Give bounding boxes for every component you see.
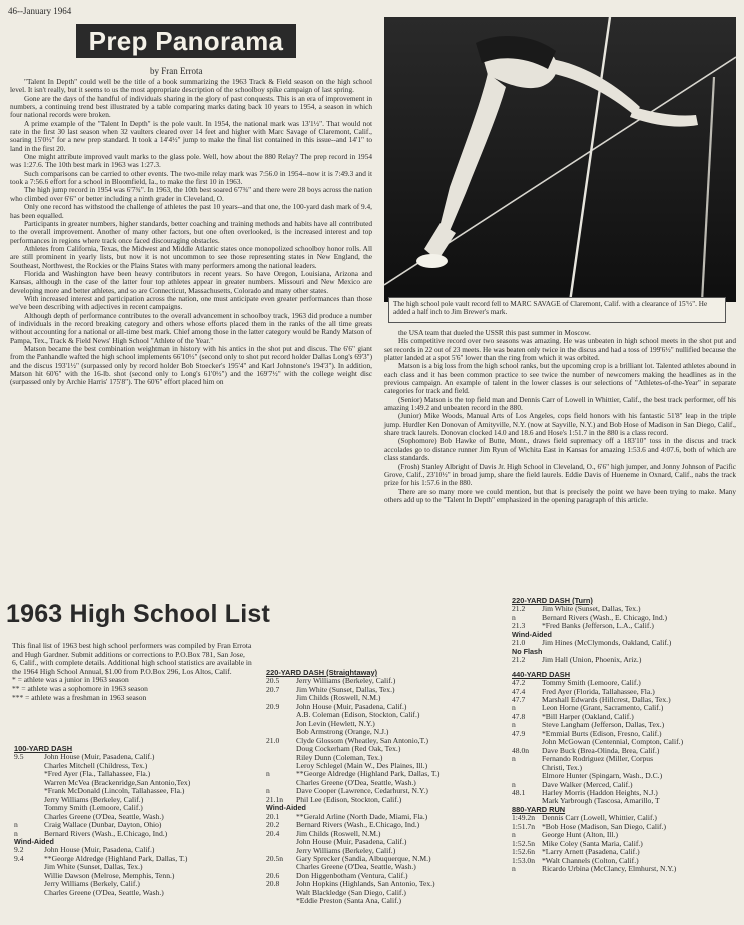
entry-athlete: Harley Morris (Haddon Heights, N.J.)	[542, 787, 658, 797]
entry-athlete: *Frank McDonald (Lincoln, Tallahassee, Fla.)	[44, 786, 185, 796]
entry-athlete: Dave Walker (Merced, Calif.)	[542, 779, 633, 789]
entry-athlete: Charles Greene (O'Dea, Seattle, Wash.)	[44, 887, 164, 897]
article-paragraph: A prime example of the "Talent In Depth" is the pole vault. In 1954, the national mark was 13'1½". That would not rate in the first 30 last season when 32 vaulters cleared over 14 feet and higher with Marc Savage of Claremont, Calif., soaring 15'0½" for a new prep standard. It took a 14'4½" jump to make the final list contained in this issue--and 14'1" to land in the first 20.	[10, 118, 372, 153]
entry-athlete: *Walt Channels (Colton, Calif.)	[542, 855, 639, 865]
event-heading: 220-YARD DASH (Straightaway)	[266, 668, 378, 677]
article-paragraph: Athletes from California, Texas, the Midwest and Middle Atlantic states once monopolized schoolboy honor rolls. All are still prominent in yearly lists, but now it is not uncommon to see those representing states in New England, the Southeast, Northwest, the Rockies or the Plains States with many performers among the national leaders.	[10, 243, 372, 270]
entry-mark: 9.5	[14, 752, 24, 762]
entry-athlete: Riley Dunn (Coleman, Tex.)	[296, 752, 383, 762]
entry-athlete: Jim Hall (Union, Phoenix, Ariz.)	[542, 655, 642, 665]
article-paragraph: the USA team that dueled the USSR this past summer in Moscow.	[398, 328, 591, 337]
entry-mark	[14, 796, 44, 804]
entry-athlete: John House (Muir, Pasadena, Calif.)	[296, 837, 407, 847]
article-paragraph: Such comparisons can be carried to other events. The two-mile relay mark was 7:56.0 in 1954--now it is 7:49.3 and it took a 7:56.6 effort for a school in Bloomfield, Ia., to make the first 10 in 1963.	[10, 168, 372, 187]
entry-mark	[14, 813, 44, 821]
entry-athlete: Jim Hines (McClymonds, Oakland, Calif.)	[542, 638, 672, 648]
entry-athlete: Don Higgenbotham (Ventura, Calif.)	[296, 870, 408, 880]
entry-mark: 20.8	[266, 879, 280, 889]
entry-athlete: Charles Mitchell (Childress, Tex.)	[44, 760, 148, 770]
article-title: Prep Panorama	[76, 24, 296, 58]
entry-mark: n	[14, 820, 18, 830]
entry-athlete: Tommy Smith (Lemoore, Calif.)	[44, 803, 143, 813]
entry-mark: 21.3	[512, 621, 526, 631]
list-intro	[12, 642, 252, 702]
entry-athlete: Dave Cooper (Lawrence, Cedarhurst, N.Y.)	[296, 786, 428, 796]
entry-mark: 48.1	[512, 787, 526, 797]
entry-mark	[266, 762, 296, 770]
entry-athlete: John House (Muir, Pasadena, Calif.)	[44, 845, 155, 855]
entry-mark	[14, 872, 44, 880]
entry-athlete: John House (Muir, Pasadena, Calif.)	[296, 701, 407, 711]
entry-athlete: Jim Childs (Roswell, N.M.)	[296, 693, 381, 703]
entry-athlete: John Hopkins (Highlands, San Antonio, Tex.)	[296, 879, 435, 889]
entry-mark: n	[512, 612, 516, 622]
entry-athlete: Tommy Smith (Lemoore, Calif.)	[542, 678, 641, 688]
entry-mark: 9.4	[14, 853, 24, 863]
entry-athlete: Charles Greene (O'Dea, Seattle, Wash.)	[296, 862, 416, 872]
entry-athlete: Jim White (Sunset, Dallas, Tex.)	[296, 684, 395, 694]
list-entry	[266, 897, 506, 905]
event-heading: 220-YARD DASH (Turn)	[512, 596, 593, 605]
list-entry	[512, 639, 740, 647]
entry-mark: 20.2	[266, 820, 280, 830]
entry-athlete: Bob Armstrong (Orange, N.J.)	[296, 727, 389, 737]
entry-athlete: Willie Dawson (Melrose, Memphis, Tenn.)	[44, 870, 175, 880]
event-heading: 880-YARD RUN	[512, 804, 566, 814]
list-title: 1963 High School List	[6, 600, 270, 628]
entry-mark: n	[266, 769, 270, 779]
entry-mark: 47.8	[512, 711, 526, 721]
list-entry	[512, 865, 740, 873]
entry-mark: 9.2	[14, 845, 24, 855]
article-paragraph: (Sophomore) Bob Hawke of Butte, Mont., draws field supremacy off a 183'10" toss in the discus and track accolades go to distance runner Jim Ryun of Wichita East in Kansas for amazing 1:53.6 and 4:07.6, both of which are class standards.	[384, 436, 736, 463]
entry-mark: n	[512, 703, 516, 713]
entry-athlete: Jim White (Sunset, Dallas, Tex.)	[44, 862, 143, 872]
entry-athlete: Jerry Williams (Berkely, Calif.)	[44, 879, 140, 889]
article-paragraph: One might attribute improved vault marks to the glass pole. Well, how about the 880 Relay? The prep record in 1954 was 1:27.6. The 10th best mark in 1963 was 1:27.3.	[10, 152, 372, 170]
entry-mark: 47.4	[512, 686, 526, 696]
entry-mark: 20.4	[266, 828, 280, 838]
entry-athlete: *Emmial Burts (Edison, Fresno, Calif.)	[542, 728, 662, 738]
entry-athlete: George Hunt (Alton, Ill.)	[542, 830, 618, 840]
entry-mark: 1:53.0n	[512, 855, 535, 865]
entry-athlete: Jon Levin (Hewlett, N.Y.)	[296, 718, 375, 728]
entry-athlete: Phil Lee (Edison, Stockton, Calif.)	[296, 794, 402, 804]
article-paragraph: (Frosh) Stanley Albright of Davis Jr. High School in Cleveland, O., 6'6" high jumper, and Jonny Johnson of Pacific Grove, Calif., 23'10½" in broad jump, share the field laurels. Eddie Davis of Hueneme in Oxnard, Calif., nabs the track prize for his 1:57.6 in the 880.	[384, 461, 736, 488]
article-paragraph: Matson became the best combination weightman in history with his antics in the shot put and discus. The 6'6" giant from the Panhandle wafted the high school implements 66'10½" (second only to shot put record holder Dallas Long's 69'3") and the discus 193'1½" (surpassed only by record holder Bob Stoecker's 195'4" and Karl Johnstone's 194'3"). In addition, Matson hit 60'6" with the 16-lb. shot (second only to Long's 61'0½") and the 169'7½" with the college weight disc (surpassed only by Archie Harris' 175'8"). The 60'6" effort placed him on	[10, 344, 372, 387]
entry-athlete: Mike Coley (Santa Maria, Calif.)	[542, 838, 643, 848]
entry-mark: 20.5n	[266, 853, 284, 863]
event-subheading: Wind-Aided	[512, 629, 552, 639]
list-column-2	[266, 669, 506, 906]
entry-mark: 47.9	[512, 728, 526, 738]
entry-athlete: Bernard Rivers (Wash., E. Chicago, Ind.)	[542, 612, 668, 622]
entry-mark: 48.0n	[512, 745, 530, 755]
entry-mark: 1:52.6n	[512, 847, 535, 857]
entry-athlete: *Fred Banks (Jefferson, L.A., Calif.)	[542, 621, 654, 631]
entry-mark	[14, 880, 44, 888]
article-paragraph: (Junior) Mike Woods, Manual Arts of Los Angeles, cops field honors with his fantastic 51'8" leap in the triple jump. Hurdler Ken Donovan of Amityville, N.Y. (now at Sayville, N.Y.) and Bob Hose of Madison in San Diego, Calif., share track laurels. Donovan clocked 14.0 and 18.6 and Hose's 1:51.7 in the 880 is a class record.	[384, 411, 736, 438]
entry-mark	[266, 838, 296, 846]
event-heading: 100-YARD DASH	[14, 744, 73, 753]
article-paragraph: (Senior) Matson is the top field man and Dennis Carr of Lowell in Whittier, Calif., the best track performer, off his amazing 1:49.2 and unbeaten record in the 880.	[384, 394, 736, 413]
entry-athlete: **George Aldredge (Highland Park, Dallas, T.)	[296, 769, 440, 779]
entry-mark: n	[512, 720, 516, 730]
entry-athlete: Fred Ayer (Florida, Tallahassee, Fla.)	[542, 686, 655, 696]
entry-mark: 20.5	[266, 676, 280, 686]
entry-mark: n	[14, 828, 18, 838]
entry-athlete: Christi, Tex.)	[542, 762, 583, 772]
entry-athlete: Jim White (Sunset, Dallas, Tex.)	[542, 604, 641, 614]
entry-mark	[266, 711, 296, 719]
entry-mark	[266, 779, 296, 787]
intro-text: This final list of 1963 best high school performers was compiled by Fran Errota and Hugh Gardner. Submit additions or corrections to P.O.Box 781, San Jose, 6, Calif., with complete details. Additional high school statistics are available in the 1964 High School Annual, $1.00 from P.O.Box 296, Los Altos, Calif.	[12, 641, 252, 676]
entry-mark	[14, 770, 44, 778]
entry-athlete: Jerry Williams (Berkeley, Calif.)	[296, 845, 396, 855]
list-entry	[512, 656, 740, 664]
entry-athlete: Dennis Carr (Lowell, Whittier, Calif.)	[542, 813, 657, 823]
entry-athlete: **George Aldredge (Highland Park, Dallas, T.)	[44, 853, 188, 863]
event-subheading: Wind-Aided	[266, 803, 306, 813]
article-right-column	[384, 329, 736, 504]
pole-vault-photo	[384, 17, 736, 302]
entry-mark	[14, 787, 44, 795]
article-paragraph: Gone are the days of the handful of individuals sharing in the glory of past conquests. This is an era of improvement in numbers, a continuing trend best illustrated by a table comparing marks dating back 10 years to 1954, a season in which four national records were broken.	[10, 93, 372, 120]
entry-mark: 20.1	[266, 811, 280, 821]
entry-athlete: Steve Langham (Jefferson, Dallas, Tex.)	[542, 720, 665, 730]
entry-mark: 1:49.2n	[512, 813, 535, 823]
entry-athlete: Clyde Glossom (Wheatley, San Antonio,T.)	[296, 735, 429, 745]
list-entry	[14, 889, 254, 897]
entry-mark: 47.7	[512, 694, 526, 704]
article-left-column	[10, 78, 372, 387]
entry-mark	[14, 863, 44, 871]
entry-mark	[266, 720, 296, 728]
event-subheading: Wind-Aided	[14, 836, 54, 846]
entry-mark: n	[512, 864, 516, 874]
entry-mark	[14, 779, 44, 787]
entry-athlete: A.B. Coleman (Edison, Stockton, Calif.)	[296, 710, 420, 720]
article-paragraph: Only one record has withstood the challenge of athletes the past 10 years--and that one, the 100-yard dash mark of 9.4, has been equalled.	[10, 202, 372, 220]
entry-athlete: Gary Sprecker (Sandia, Albuquerque, N.M.)	[296, 853, 431, 863]
entry-athlete: *Bob Hose (Madison, San Diego, Calif.)	[542, 821, 667, 831]
entry-athlete: Leroy Schlegel (Main W., Des Plaines, Ill.)	[296, 760, 428, 770]
entry-athlete: Jerry Williams (Berkeley, Calif.)	[44, 794, 144, 804]
entry-mark: 21.1n	[266, 794, 284, 804]
entry-athlete: Charles Greene (O'Dea, Seattle, Wash.)	[296, 777, 416, 787]
entry-athlete: John McGowan (Centennial, Compton, Calif.)	[542, 737, 684, 747]
article-paragraph: Florida and Washington have been heavy contributors in recent years. So have Oregon, Louisiana, Arizona and Kansas, although in the case of the latter four top athletes appear in greater numbers. Missouri and New Mexico are developing more and better athletes, and so are Connecticut, Massachusetts, Colorado and many other states.	[10, 268, 372, 295]
list-column-1	[14, 745, 254, 897]
legend-freshman: *** = athlete was a freshman in 1963 season	[12, 692, 147, 702]
entry-mark: 20.9	[266, 701, 280, 711]
entry-mark: n	[512, 754, 516, 764]
entry-mark: 1:52.5n	[512, 838, 535, 848]
entry-athlete: Bernard Rivers (Wash., E.Chicago, Ind.)	[296, 820, 420, 830]
entry-athlete: *Eddie Preston (Santa Ana, Calif.)	[296, 896, 402, 906]
article-paragraph: Matson is a big loss from the high school ranks, but the upcoming crop is a brilliant lot. Talented athletes abound in each class and it has been common practice to see twice the number of newcomers making the headlines as in the previous campaign. An example of talent in the lower classes is our selections of "Athletes-of-the-Year" in separate categories for track and field.	[384, 361, 736, 396]
entry-mark: n	[512, 830, 516, 840]
entry-mark	[512, 764, 542, 772]
legend-sophomore: ** = athlete was a sophomore in 1963 season	[12, 683, 148, 693]
entry-mark	[14, 889, 44, 897]
entry-mark: 21.2	[512, 604, 526, 614]
entry-athlete: Warren McVea (Brackenridge,San Antonio,Tex)	[44, 777, 191, 787]
article-paragraph: Participants in greater numbers, higher standards, better coaching and training methods and habits have all contributed to the overall improvement. Another of many other factors, but one often overlooked, is the increased interest and top performances in regions where track once faced discouraging obstacles.	[10, 218, 372, 245]
entry-athlete: Leon Horne (Grant, Sacramento, Calif.)	[542, 703, 664, 713]
photo-caption: The high school pole vault record fell to MARC SAVAGE of Claremont, Calif. with a clearance of 15'½". He added a half inch to Jim Brewer's mark.	[388, 297, 726, 323]
entry-athlete: Walt Blackledge (San Diego, Calif.)	[296, 887, 406, 897]
event-heading: 440-YARD DASH	[512, 669, 571, 679]
entry-athlete: Mark Yarbrough (Tascosa, Amarillo, T	[542, 796, 660, 806]
article-paragraph: With increased interest and participation across the nation, one must anticipate even greater performances than those we've been describing with adjectives in recent campaigns.	[10, 293, 372, 312]
entry-athlete: Dave Buck (Brea-Olinda, Brea, Calif.)	[542, 745, 660, 755]
entry-athlete: Jim Childs (Roswell, N.M.)	[296, 828, 381, 838]
entry-mark	[266, 889, 296, 897]
entry-athlete: Fernando Rodriguez (Miller, Corpus	[542, 754, 654, 764]
entry-mark: 47.2	[512, 678, 526, 688]
entry-mark	[512, 772, 542, 780]
entry-athlete: Elmore Hunter (Spingarn, Wash., D.C.)	[542, 771, 663, 781]
entry-mark: 21.0	[266, 735, 280, 745]
article-paragraph: Although depth of performance contributes to the overall advancement in schoolboy track, 1963 did produce a number of individuals in the record breaking category and others whose efforts placed them in the ranks of the all time greats without accounting for a national or all-time best mark. Chief among those in the latter category would be Randy Matson of Pampa, Tex., Track & Field News' High School "Athlete of the Year."	[10, 310, 372, 345]
article-paragraph: The high jump record in 1954 was 6'7¾". In 1963, the 10th best soared 6'7¾" and there were 28 boys across the nation who climbed over 6'6" or better including a ninth grader in Cleveland, O.	[10, 185, 372, 203]
entry-mark: 1:51.7n	[512, 821, 535, 831]
entry-mark: n	[512, 779, 516, 789]
entry-athlete: Charles Greene (O'Dea, Seattle, Wash.)	[44, 811, 164, 821]
entry-athlete: **Gerald Arline (North Dade, Miami, Fla.)	[296, 811, 428, 821]
entry-athlete: *Bill Harper (Oakland, Calif.)	[542, 711, 634, 721]
list-column-3	[512, 597, 740, 874]
entry-athlete: *Larry Arnett (Pasadena, Calif.)	[542, 847, 640, 857]
entry-mark: 21.0	[512, 638, 526, 648]
article-paragraph: "Talent In Depth" could well be the title of a book summarizing the 1963 Track & Field season on the high school level. It isn't really, but it seems to us the most appropriate description of the schoolboy spike campaign of last spring.	[10, 77, 372, 95]
entry-mark: 20.6	[266, 870, 280, 880]
entry-mark: n	[266, 786, 270, 796]
entry-athlete: Marshall Edwards (Hillcrest, Dallas, Tex.)	[542, 694, 671, 704]
legend-junior: * = athlete was a junior in 1963 season	[12, 675, 129, 685]
event-subheading: No Flash	[512, 646, 543, 656]
entry-athlete: Ricardo Urbina (McClancy, Elmhurst, N.Y.)	[542, 864, 677, 874]
entry-mark	[14, 804, 44, 812]
entry-athlete: John House (Muir, Pasadena, Calif.)	[44, 752, 155, 762]
entry-mark	[266, 897, 296, 905]
article-byline: by Fran Errota	[150, 66, 203, 76]
entry-athlete: Jerry Williams (Berkeley, Calif.)	[296, 676, 396, 686]
article-paragraph: There are so many more we could mention, but that is precisely the point we have been trying to make. Many others add up to the "Talent In Depth" emphasized in the opening paragraph of this article.	[384, 486, 736, 504]
entry-mark	[266, 745, 296, 753]
entry-mark	[14, 762, 44, 770]
article-paragraph: His competitive record over two seasons was amazing. He was unbeaten in high school meets in the shot put and set records in 22 out of 23 meets. He was beaten only twice in the discus and had a toss of 199'6½" nullified because the platter landed at a spot 5'6" lower than the ring from which it was orbited.	[384, 336, 736, 363]
entry-mark: 20.7	[266, 684, 280, 694]
entry-athlete: *Fred Ayer (Fla., Tallahassee, Fla.)	[44, 769, 151, 779]
entry-athlete: Craig Wallace (Dunbar, Dayton, Ohio)	[44, 820, 162, 830]
page-folio: 46--January 1964	[8, 6, 72, 16]
entry-athlete: Doug Cockerham (Red Oak, Tex.)	[296, 744, 401, 754]
entry-athlete: Bernard Rivers (Wash., E.Chicago, Ind.)	[44, 828, 168, 838]
entry-mark	[266, 754, 296, 762]
entry-mark: 21.2	[512, 655, 526, 665]
